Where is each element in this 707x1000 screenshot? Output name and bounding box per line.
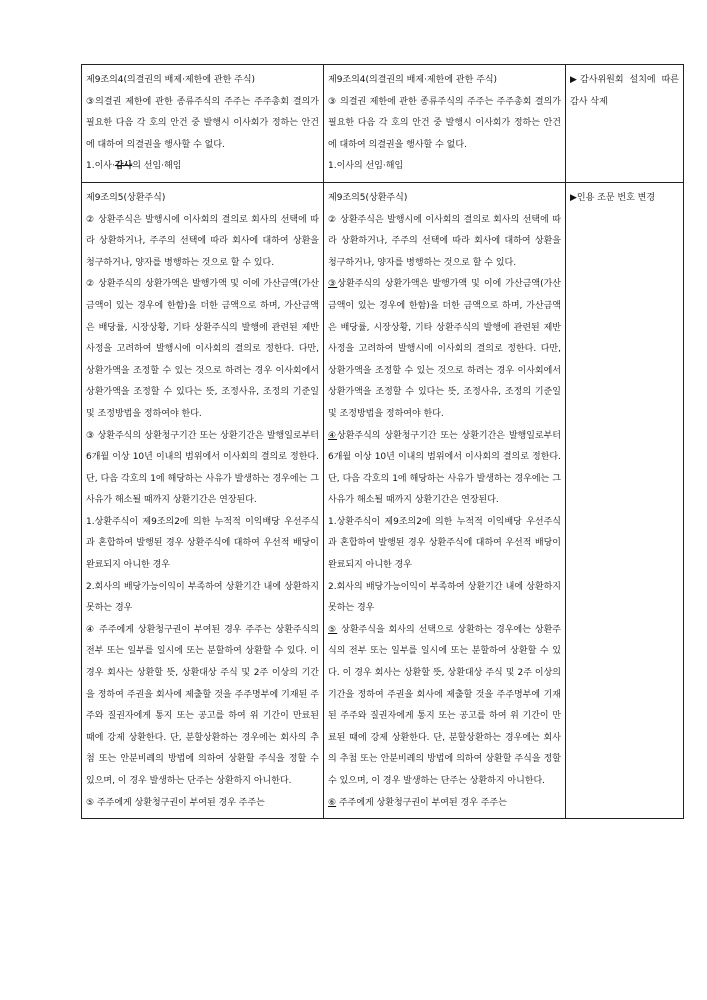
paragraph: ③ 상환주식의 상환청구기간 또는 상환기간은 발행일로부터 6개월 이상 10년 이내의 범위에서 이사회의 결의로 정한다. 단, 다음 각호의 1에 해당하는 사유가 발생하는 경우에는 그 사유가 해소될 때까지 상환기간은 연장된다. [86,430,319,506]
paragraph: ③의결권 제한에 관한 종류주식의 주주는 주주총회 결의가 필요한 다음 각 호의 안건 중 발행시 이사회가 정하는 안건에 대하여 의결권을 행사할 수 없다. [86,96,319,150]
struck-text: 감사 [114,161,133,172]
old-text-cell [82,182,324,818]
paragraph-text: 상환주식의 상환가액은 발행가액 및 이에 가산금액(가산금액이 있는 경우에 한함)을 더한 금액으로 하며, 가산금액은 배당률, 시장상황, 기타 상환주식의 발행에 관련된 제반 사정을 고려하여 발행시에 이사회의 결의로 정한다. 다만, 상환가액을 조정할 수 있는 것으로 하려는 경우 이사회에서 상환가액을 조정할 수 있다는 뜻, 조정사유, 조정의 기준일 및 조정방법을 정하여야 한다. [328,279,561,419]
changed-marker: ③ [328,279,338,290]
list-item: 1.상환주식이 제9조의2에 의한 누적적 이익배당 우선주식과 혼합하여 발행된 경우 상환주식에 대하여 우선적 배당이 완료되지 아니한 경우 [86,516,319,571]
article-title: 제9조의4(의결권의 배제·제한에 관한 주식) [328,75,498,85]
paragraph: ⑤ 주주에게 상환청구권이 부여된 경우 주주는 [86,797,265,808]
old-text-cell [82,65,324,183]
paragraph: ② 상환주식은 발행시에 이사회의 결의로 회사의 선택에 따라 상환하거나, 주주의 선택에 따라 회사에 대하여 상환을 청구하거나, 양자를 병행하는 것으로 할 수 있다. [328,214,561,268]
note-text: ▶감사위원회 설치에 따른 감사 삭제 [570,75,679,107]
table-row [82,182,684,818]
paragraph [328,620,561,793]
paragraph: ② 상환주식의 상환가액은 발행가액 및 이에 가산금액(가산금액이 있는 경우에 한함)을 더한 금액으로 하며, 가산금액은 배당률, 시장상황, 기타 상환주식의 발행에 관련된 제반 사정을 고려하여 발행시에 이사회의 결의로 정한다. 다만, 상환가액을 조정할 수 있는 것으로 하려는 경우 이사회에서 상환가액을 조정할 수 있다는 뜻, 조정사유, 조정의 기준일 및 조정방법을 정하여야 한다. [86,279,319,419]
note-cell [566,65,684,183]
paragraph [328,793,561,815]
item-text: 1.이사· [86,161,115,172]
new-text-cell [324,65,566,183]
paragraph [328,426,561,512]
list-item [86,156,319,178]
list-item: 2.회사의 배당가능이익이 부족하여 상환기간 내에 상환하지 못하는 경우 [328,581,561,614]
paragraph [328,274,561,425]
paragraph-text: 주주에게 상환청구권이 부여된 경우 주주는 [338,797,507,808]
changed-marker: ⑤ [328,624,338,635]
paragraph-text: 상환주식의 상환청구기간 또는 상환기간은 발행일로부터 6개월 이상 10년 이내의 범위에서 이사회의 결의로 정한다. 단, 다음 각호의 1에 해당하는 사유가 발생하는 경우에는 그 사유가 해소될 때까지 상환기간은 연장된다. [328,430,561,506]
note-text: ▶인용 조문 번호 변경 [570,192,656,203]
changed-marker: ⑥ [328,797,337,808]
paragraph-text: 상환주식을 회사의 선택으로 상환하는 경우에는 상환주식의 전부 또는 일부를 일시에 또는 분할하여 상환할 수 있다. 이 경우 회사는 상환할 뜻, 상환대상 주식 및 2주 이상의 기간을 정하여 주권을 회사에 제출할 것을 주주명부에 기재된 주주와 질권자에게 통지 또는 공고를 하여 위 기간이 만료된 때에 강제 상환한다. 단, 분할상환하는 경우에는 회사의 추첨 또는 안분비례의 방법에 의하여 상환할 주식을 정할 수 있으며, 이 경우 발생하는 단주는 상환하지 아니한다. [328,624,561,786]
paragraph: ④ 주주에게 상환청구권이 부여된 경우 주주는 상환주식의 전부 또는 일부를 일시에 또는 분할하여 상환할 수 있다. 이 경우 회사는 상환할 뜻, 상환대상 주식 및 2주 이상의 기간을 정하여 주권을 회사에 제출할 것을 주주명부에 기재된 주주와 질권자에게 통지 또는 공고를 하여 위 기간이 만료된 때에 강제 상환한다. 단, 분할상환하는 경우에는 회사의 추첨 또는 안분비례의 방법에 의하여 상환할 주식을 정할 수 있으며, 이 경우 발생하는 단주는 상환하지 아니한다. [86,624,319,786]
list-item: 1.이사의 선임·해임 [328,161,404,172]
article-title: 제9조의5(상환주식) [86,192,166,203]
table-row [82,65,684,183]
list-item: 1.상환주식이 제9조의2에 의한 누적적 이익배당 우선주식과 혼합하여 발행된 경우 상환주식에 대하여 우선적 배당이 완료되지 아니한 경우 [328,516,561,571]
paragraph: ② 상환주식은 발행시에 이사회의 결의로 회사의 선택에 따라 상환하거나, 주주의 선택에 따라 회사에 대하여 상환을 청구하거나, 양자를 병행하는 것으로 할 수 있다. [86,214,319,268]
article-title: 제9조의5(상환주식) [328,192,408,203]
article-title: 제9조의4(의결권의 배제·제한에 관한 주식) [86,75,256,85]
note-cell [566,182,684,818]
amendment-comparison-table [81,64,684,819]
list-item: 2.회사의 배당가능이익이 부족하여 상환기간 내에 상환하지 못하는 경우 [86,581,319,614]
paragraph: ③ 의결권 제한에 관한 종류주식의 주주는 주주총회 결의가 필요한 다음 각 호의 안건 중 발행시 이사회가 정하는 안건에 대하여 의결권을 행사할 수 없다. [328,96,561,150]
new-text-cell [324,182,566,818]
item-text: 의 선임·해임 [132,161,182,172]
changed-marker: ④ [328,430,338,441]
